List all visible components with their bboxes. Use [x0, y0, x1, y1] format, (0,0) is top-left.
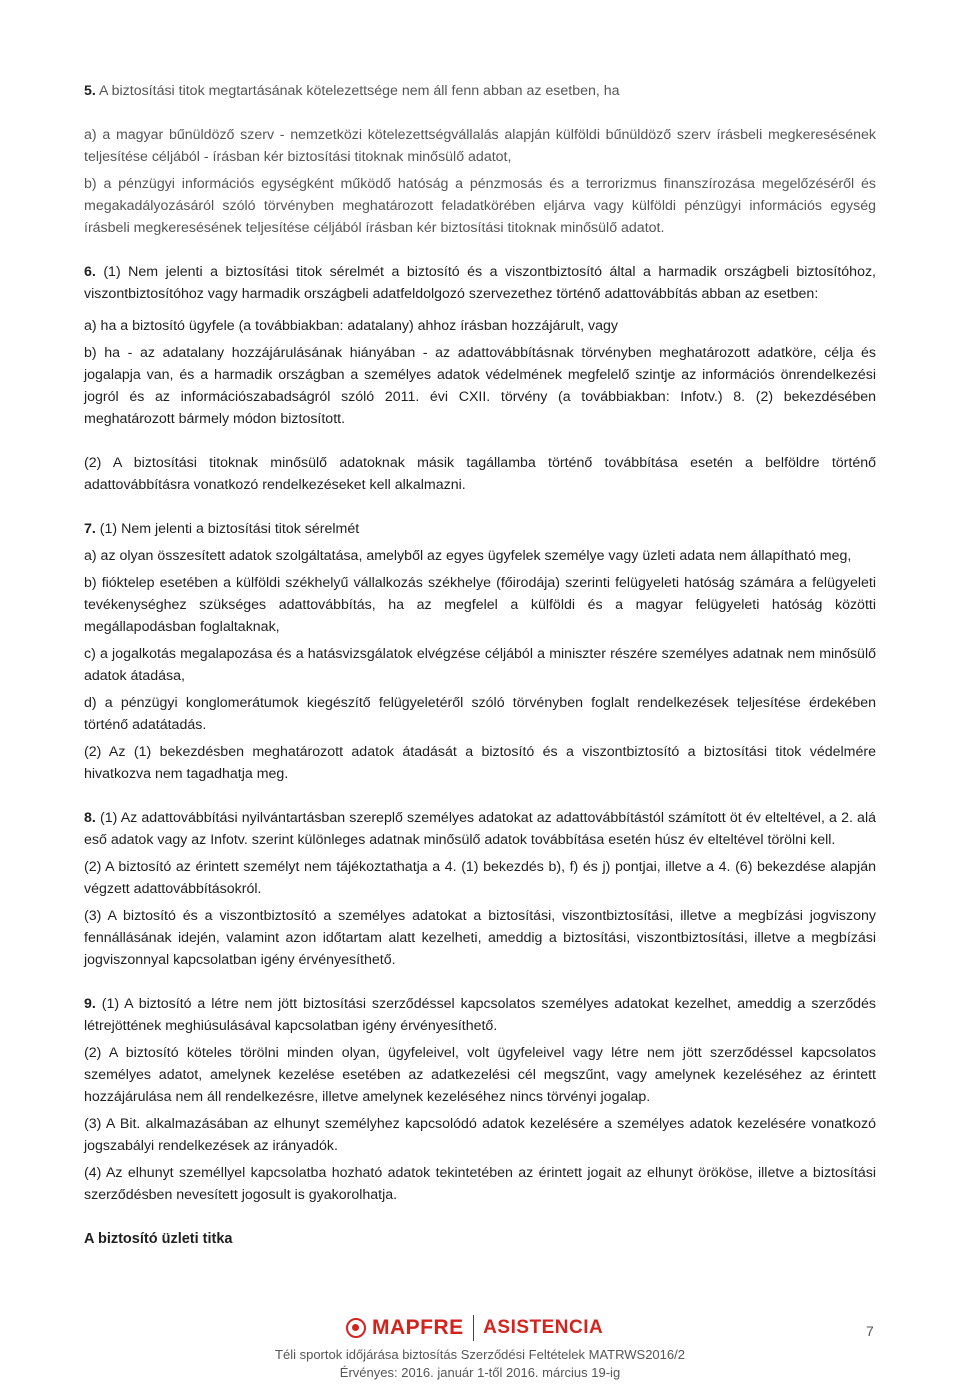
brand-divider [473, 1315, 475, 1341]
mapfre-logo-icon [346, 1318, 366, 1338]
section-9-p4: (4) Az elhunyt személlyel kapcsolatba hozható adatok tekintetében az érintett jogait az elhunyt örököse, illetve a biztosítási szerződésben nevesített jogosult is gyakorolhatja. [84, 1165, 876, 1203]
section-7-d: d) a pénzügyi konglomerátumok kiegészítő felügyeletéről szóló törvényben foglalt rendelkezések teljesítése érdekében történő adatátadás. [84, 695, 876, 733]
document-body [84, 80, 876, 1250]
page-number: 7 [866, 1323, 874, 1339]
section-number: 5. [84, 83, 96, 99]
section-9-p1-text: (1) A biztosító a létre nem jött biztosítási szerződéssel kapcsolatos személyes adatokat kezelhet, ameddig a szerződés létrejöttének meghiúsulásával kapcsolatban igény érvényesíthető. [84, 996, 876, 1034]
section-number: 8. [84, 810, 96, 826]
section-9-p3: (3) A Bit. alkalmazásában az elhunyt személyhez kapcsolódó adatok kezelésére a személyes adatok kezelésére vonatkozó jogszabályi rendelkezések az irányadók. [84, 1116, 876, 1154]
section-6-intro [84, 261, 876, 305]
section-6-p2: (2) A biztosítási titoknak minősülő adatoknak másik tagállamba történő továbbítása esetén a belföldre történő adattovábbításra vonatkozó rendelkezéseket kell alkalmazni. [84, 455, 876, 493]
section-9-p1 [84, 993, 876, 1037]
section-5-a: a) a magyar bűnüldöző szerv - nemzetközi kötelezettségvállalás alapján külföldi bűnüldöző szerv írásbeli megkeresésének teljesítése céljából - írásban kér biztosítási titoknak minősülő adatot, [84, 127, 876, 165]
section-number: 9. [84, 996, 96, 1012]
brand-logo [346, 1313, 603, 1343]
section-7-intro [84, 518, 876, 540]
section-7-c: c) a jogalkotás megalapozása és a hatásvizsgálatok elvégzése céljából a miniszter részére személyes adatnak nem minősülő adatok átadása, [84, 646, 876, 684]
section-5-b: b) a pénzügyi információs egységként működő hatóság a pénzmosás és a terrorizmus finanszírozása megelőzéséről és megakadályozásáról szóló törvényben meghatározott feladatkörében eljárva vagy külföldi pénzügyi információs egység írásbeli megkeresésének teljesítése céljából írásban kér biztosítási titoknak minősülő adatot. [84, 176, 876, 236]
section-6-intro-text: (1) Nem jelenti a biztosítási titok sérelmét a biztosító és a viszontbiztosító által a harmadik országbeli biztosítóhoz, viszontbiztosítóhoz vagy harmadik országbeli adatfeldolgozó szervezethez történő adattovábbítás abban az esetben: [84, 264, 876, 302]
section-7-a: a) az olyan összesített adatok szolgáltatása, amelyből az egyes ügyfelek személye vagy üzleti adata nem állapítható meg, [84, 548, 852, 564]
section-6-a: a) ha a biztosító ügyfele (a továbbiakban: adatalany) ahhoz írásban hozzájárult, vagy [84, 318, 618, 334]
section-number: 6. [84, 264, 96, 280]
section-heading: A biztosító üzleti titka [84, 1231, 233, 1247]
section-9-p2: (2) A biztosító köteles törölni minden olyan, ügyfeleivel, volt ügyfeleivel vagy létre nem jött szerződéssel kapcsolatos személyes adatot, amelynek kezelése esetében az adatkezelési cél megszűnt, vagy amelynek kezeléséhez az érintett hozzájárulása nem áll rendelkezésre, illetve amelynek kezeléséhez nincs törvényi jogalap. [84, 1045, 876, 1105]
footer-validity: Érvényes: 2016. január 1-től 2016. március 19-ig [339, 1365, 621, 1380]
brand-name: MAPFRE [372, 1316, 464, 1339]
section-5-intro [84, 80, 876, 102]
section-5-intro-text: A biztosítási titok megtartásának kötelezettsége nem áll fenn abban az esetben, ha [95, 83, 620, 99]
section-7-intro-text: (1) Nem jelenti a biztosítási titok sérelmét [95, 521, 360, 537]
section-8-p1-text: (1) Az adattovábbítási nyilvántartásban szereplő személyes adatokat az adattovábbítástól számított öt év elteltével, a 2. alá eső adatok vagy az Infotv. szerint különleges adatnak minősülő adatok továbbítása esetén húsz év elteltével törölni kell. [84, 810, 876, 848]
section-8-p2: (2) A biztosító az érintett személyt nem tájékoztathatja a 4. (1) bekezdés b), f) és j) pontjai, illetve a 4. (6) bekezdése alapján végzett adattovábbításokról. [84, 859, 876, 897]
brand-subname: ASISTENCIA [483, 1317, 604, 1338]
section-6-b: b) ha - az adatalany hozzájárulásának hiányában - az adattovábbításnak törvényben meghatározott adatköre, célja és jogalapja van, és a harmadik országban a személyes adatok védelmének megfelelő szintje az információs önrendelkezési jogról és az információszabadságról szóló 2011. évi CXII. törvény (a továbbiakban: Infotv.) 8. (2) bekezdésében meghatározott bármely módon biztosított. [84, 345, 876, 427]
section-8-p3: (3) A biztosító és a viszontbiztosító a személyes adatokat a biztosítási, viszontbiztosítási, illetve a megbízási jogviszony fennállásának idején, valamint azon időtartam alatt kezelheti, ameddig a biztosítási, viszontbiztosítási, illetve a megbízási jogviszonnyal kapcsolatban igény érvényesíthető. [84, 908, 876, 968]
footer-document-title: Téli sportok időjárása biztosítás Szerződési Feltételek MATRWS2016/2 [275, 1347, 685, 1362]
section-7-p2: (2) Az (1) bekezdésben meghatározott adatok átadását a biztosító és a viszontbiztosító a biztosítási titok védelmére hivatkozva nem tagadhatja meg. [84, 744, 876, 782]
section-7-b: b) fióktelep esetében a külföldi székhelyű vállalkozás székhelye (főirodája) szerinti felügyeleti hatóság számára a felügyeleti tevékenységhez szükséges adattovábbítás, ha az megfelel a külföldi és a magyar felügyeleti hatóság közötti megállapodásban foglaltaknak, [84, 575, 876, 635]
section-8-p1 [84, 807, 876, 851]
section-number: 7. [84, 521, 96, 537]
